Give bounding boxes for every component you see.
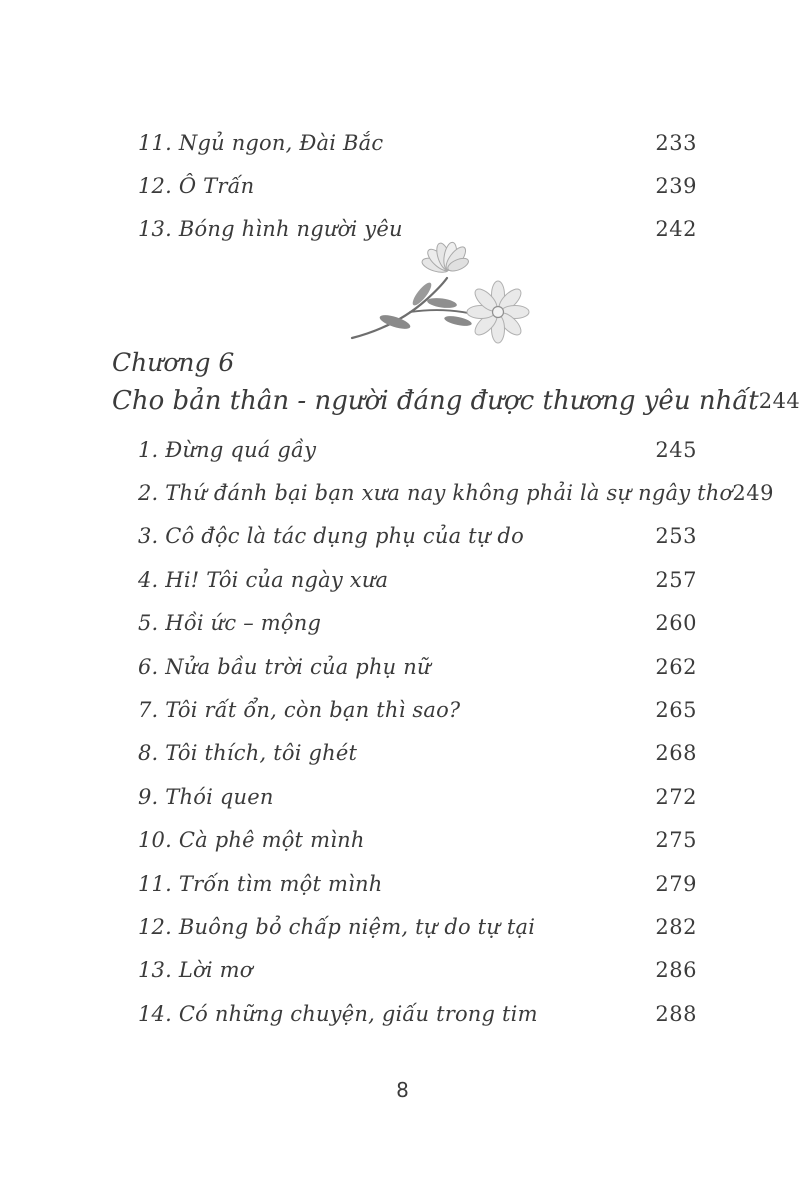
toc-item-page: 272 (655, 784, 697, 809)
toc-item-label: 8. Tôi thích, tôi ghét (138, 741, 358, 766)
toc-item (138, 775, 697, 818)
chapter-title-row (112, 381, 801, 421)
chapter-heading (112, 344, 801, 421)
toc-item (138, 645, 697, 688)
toc-item-page: 286 (655, 958, 697, 983)
toc-item (138, 819, 697, 862)
toc-item-label: 5. Hồi ức – mộng (138, 611, 322, 636)
toc-item (138, 164, 697, 207)
toc-item-page: 282 (655, 914, 697, 939)
chapter-number-label: Chương 6 (112, 348, 235, 377)
toc-item-label: 2. Thứ đánh bại bạn xưa nay không phải là sự ngây thơ (138, 481, 733, 506)
toc-item-page: 275 (655, 828, 697, 853)
toc-item-label: 6. Nửa bầu trời của phụ nữ (138, 654, 431, 679)
toc-item-label: 11. Trốn tìm một mình (138, 871, 383, 896)
toc-item-page: 288 (655, 1001, 697, 1026)
toc-item-page: 262 (655, 654, 697, 679)
toc-item-label: 14. Có những chuyện, giấu trong tim (138, 1001, 538, 1026)
toc-item-label: 11. Ngủ ngon, Đài Bắc (138, 130, 384, 155)
toc-item (138, 602, 697, 645)
toc-item-label: 12. Ô Trấn (138, 174, 255, 199)
toc-item-label: 12. Buông bỏ chấp niệm, tự do tự tại (138, 914, 536, 939)
toc-item-page: 242 (655, 217, 697, 242)
toc-item-label: 1. Đừng quá gầy (138, 437, 317, 462)
toc-item-page: 279 (655, 871, 697, 896)
toc-item-page: 257 (655, 567, 697, 592)
toc-item (138, 862, 697, 905)
toc-item-page: 265 (655, 698, 697, 723)
toc-item (138, 558, 697, 601)
chapter-page-number: 244 (758, 389, 801, 413)
toc-item (138, 515, 697, 558)
toc-item (138, 121, 697, 164)
toc-item-label: 4. Hi! Tôi của ngày xưa (138, 567, 389, 592)
toc-item (138, 949, 697, 992)
toc-item-label: 13. Lời mơ (138, 958, 253, 983)
toc-item-label: 13. Bóng hình người yêu (138, 217, 403, 242)
toc-item (138, 688, 697, 731)
toc-item (138, 905, 697, 948)
toc-chapter-items (138, 428, 774, 1035)
toc-item (138, 732, 697, 775)
toc-item-page: 253 (655, 524, 697, 549)
toc-item-label: 3. Cô độc là tác dụng phụ của tự do (138, 524, 524, 549)
toc-item (138, 471, 774, 514)
toc-previous-chapter-items (138, 121, 697, 251)
toc-item-page: 249 (732, 481, 774, 506)
toc-item-page: 233 (655, 130, 697, 155)
page-number: 8 (396, 1078, 409, 1102)
toc-item-page: 245 (655, 437, 697, 462)
chapter-title: Cho bản thân - người đáng được thương yêu nhất (112, 386, 759, 416)
toc-item (138, 992, 697, 1035)
toc-item-label: 9. Thói quen (138, 784, 274, 809)
flower-illustration (338, 238, 552, 344)
toc-item-label: 7. Tôi rất ổn, còn bạn thì sao? (138, 698, 461, 723)
toc-item-page: 239 (655, 174, 697, 199)
toc-item-page: 260 (655, 611, 697, 636)
toc-item-label: 10. Cà phê một mình (138, 828, 365, 853)
toc-item-page: 268 (655, 741, 697, 766)
toc-item (138, 428, 697, 471)
